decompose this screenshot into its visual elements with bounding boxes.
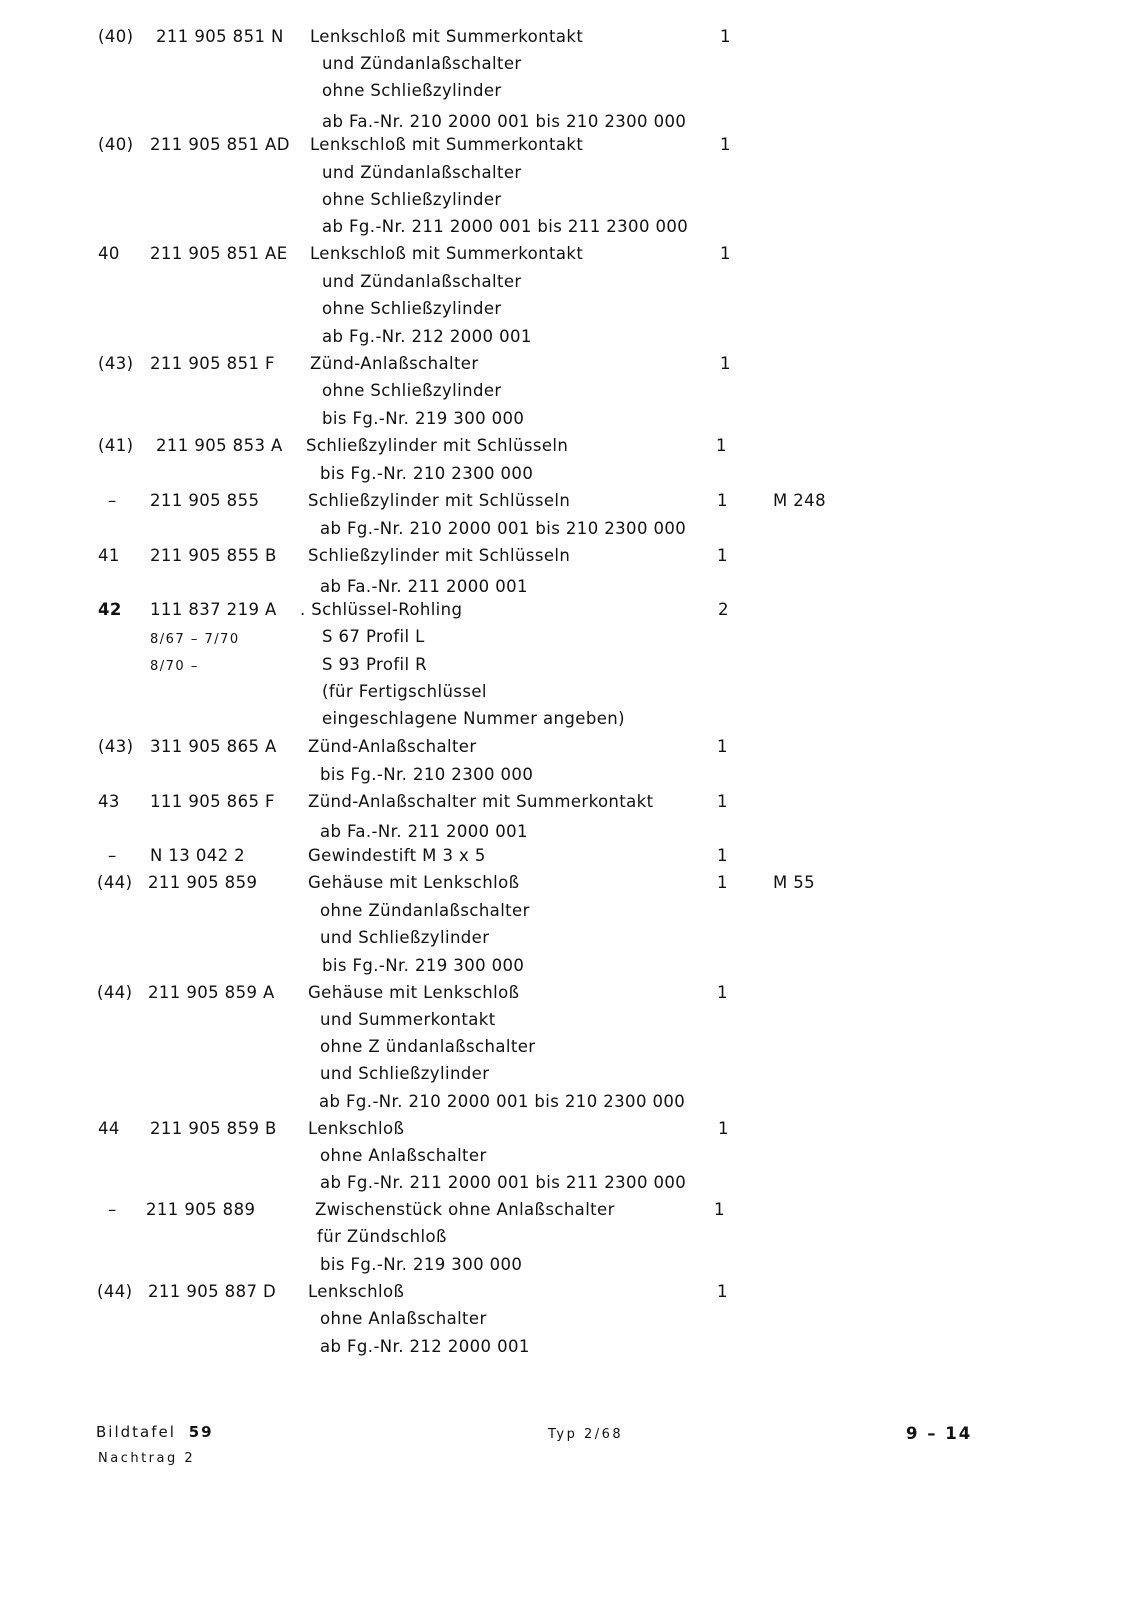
description-line: und Schließzylinder (320, 928, 490, 947)
description-line: Zünd-Anlaßschalter (310, 354, 479, 373)
position-number: 44 (98, 1119, 120, 1138)
description-line: Lenkschloß (308, 1119, 405, 1138)
description-line: ohne Schließzylinder (322, 190, 502, 209)
position-number: (41) (98, 436, 134, 455)
quantity: 1 (716, 436, 727, 455)
description-line: Gehäuse mit Lenkschloß (308, 983, 520, 1002)
description-line: bis Fg.-Nr. 210 2300 000 (320, 765, 534, 784)
description-line: Schließzylinder mit Schlüsseln (308, 491, 571, 510)
description-line: ab Fa.-Nr. 210 2000 001 bis 210 2300 000 (322, 112, 687, 131)
part-number: 211 905 855 (150, 491, 260, 510)
footer-plate (96, 1422, 214, 1442)
description-line: Schließzylinder mit Schlüsseln (306, 436, 569, 455)
part-number: 211 905 859 (148, 873, 258, 892)
description-line: und Summerkontakt (320, 1010, 496, 1029)
description-line: ab Fa.-Nr. 211 2000 001 (320, 577, 528, 596)
description-line: Lenkschloß (308, 1282, 405, 1301)
plate-label: Bildtafel (96, 1423, 176, 1441)
position-number: (43) (98, 354, 134, 373)
description-line: Zünd-Anlaßschalter (308, 737, 477, 756)
description-line: und Zündanlaßschalter (322, 272, 522, 291)
description-line: ab Fg.-Nr. 212 2000 001 (320, 1337, 530, 1356)
description-line: Zünd-Anlaßschalter mit Summerkontakt (308, 792, 654, 811)
position-number: 41 (98, 546, 120, 565)
description-line: ohne Schließzylinder (322, 381, 502, 400)
description-line: und Zündanlaßschalter (322, 54, 522, 73)
part-number: 111 837 219 A (150, 600, 277, 619)
description-line: ohne Schließzylinder (322, 299, 502, 318)
description-line: Lenkschloß mit Summerkontakt (310, 27, 584, 46)
part-number: N 13 042 2 (150, 846, 246, 865)
quantity: 1 (717, 792, 728, 811)
position-number: (40) (98, 135, 134, 154)
quantity: 1 (717, 846, 728, 865)
description-line: (für Fertigschlüssel (322, 682, 487, 701)
quantity: 1 (717, 737, 728, 756)
description-line: ab Fg.-Nr. 211 2000 001 bis 211 2300 000 (322, 217, 689, 236)
description-line: Schließzylinder mit Schlüsseln (308, 546, 571, 565)
supplement-label: Nachtrag 2 (98, 1451, 196, 1466)
description-line: . Schlüssel-Rohling (300, 600, 463, 619)
description-line: S 93 Profil R (322, 655, 428, 674)
part-number: 211 905 851 F (150, 354, 275, 373)
part-number: 311 905 865 A (150, 737, 277, 756)
quantity: 1 (720, 27, 731, 46)
quantity: 1 (717, 491, 728, 510)
page-number: 9 – 14 (906, 1424, 973, 1443)
part-number: 211 905 851 AD (150, 135, 290, 154)
description-line: ohne Schließzylinder (322, 81, 502, 100)
position-number: – (108, 1200, 117, 1219)
plate-number: 59 (188, 1423, 214, 1441)
description-line: eingeschlagene Nummer angeben) (322, 709, 625, 728)
description-line: ohne Anlaßschalter (320, 1146, 487, 1165)
description-line: ab Fa.-Nr. 211 2000 001 (320, 822, 528, 841)
part-number: 211 905 859 B (150, 1119, 277, 1138)
position-number: (40) (98, 27, 134, 46)
quantity: 2 (718, 600, 729, 619)
quantity: 1 (717, 873, 728, 892)
description-line: ab Fg.-Nr. 211 2000 001 bis 211 2300 000 (320, 1173, 687, 1192)
description-line: ab Fg.-Nr. 212 2000 001 (322, 327, 532, 346)
date-range: 8/67 – 7/70 (150, 632, 240, 647)
quantity: 1 (720, 135, 731, 154)
part-number: 211 905 889 (146, 1200, 256, 1219)
description-line: bis Fg.-Nr. 210 2300 000 (320, 464, 534, 483)
part-number: 211 905 855 B (150, 546, 277, 565)
description-line: bis Fg.-Nr. 219 300 000 (322, 956, 525, 975)
position-number: 42 (98, 600, 122, 619)
quantity: 1 (720, 354, 731, 373)
description-line: ab Fg.-Nr. 210 2000 001 bis 210 2300 000 (320, 519, 687, 538)
description-line: ab Fg.-Nr. 210 2000 001 bis 210 2300 000 (319, 1092, 686, 1111)
description-line: für Zündschloß (317, 1227, 447, 1246)
note-reference: M 248 (773, 491, 826, 510)
position-number: (43) (98, 737, 134, 756)
part-number: 211 905 887 D (148, 1282, 277, 1301)
part-number: 111 905 865 F (150, 792, 275, 811)
description-line: ohne Z ündanlaßschalter (320, 1037, 536, 1056)
part-number: 211 905 851 N (156, 27, 284, 46)
quantity: 1 (718, 1119, 729, 1138)
description-line: ohne Anlaßschalter (320, 1309, 487, 1328)
type-label: Typ 2/68 (548, 1427, 624, 1442)
position-number: (44) (97, 873, 133, 892)
description-line: Zwischenstück ohne Anlaßschalter (315, 1200, 615, 1219)
description-line: bis Fg.-Nr. 219 300 000 (322, 409, 525, 428)
description-line: und Schließzylinder (320, 1064, 490, 1083)
position-number: (44) (97, 1282, 133, 1301)
note-reference: M 55 (773, 873, 816, 892)
quantity: 1 (717, 983, 728, 1002)
description-line: Gewindestift M 3 x 5 (308, 846, 486, 865)
description-line: ohne Zündanlaßschalter (320, 901, 530, 920)
position-number: – (108, 491, 117, 510)
position-number: 43 (98, 792, 120, 811)
quantity: 1 (717, 546, 728, 565)
quantity: 1 (717, 1282, 728, 1301)
description-line: Lenkschloß mit Summerkontakt (310, 244, 584, 263)
position-number: 40 (98, 244, 120, 263)
position-number: (44) (97, 983, 133, 1002)
date-range: 8/70 – (150, 659, 199, 674)
part-number: 211 905 859 A (148, 983, 275, 1002)
description-line: Lenkschloß mit Summerkontakt (310, 135, 584, 154)
part-number: 211 905 851 AE (150, 244, 288, 263)
description-line: Gehäuse mit Lenkschloß (308, 873, 520, 892)
quantity: 1 (714, 1200, 725, 1219)
part-number: 211 905 853 A (156, 436, 283, 455)
description-line: S 67 Profil L (322, 627, 425, 646)
quantity: 1 (720, 244, 731, 263)
description-line: und Zündanlaßschalter (322, 163, 522, 182)
description-line: bis Fg.-Nr. 219 300 000 (320, 1255, 523, 1274)
position-number: – (108, 846, 117, 865)
